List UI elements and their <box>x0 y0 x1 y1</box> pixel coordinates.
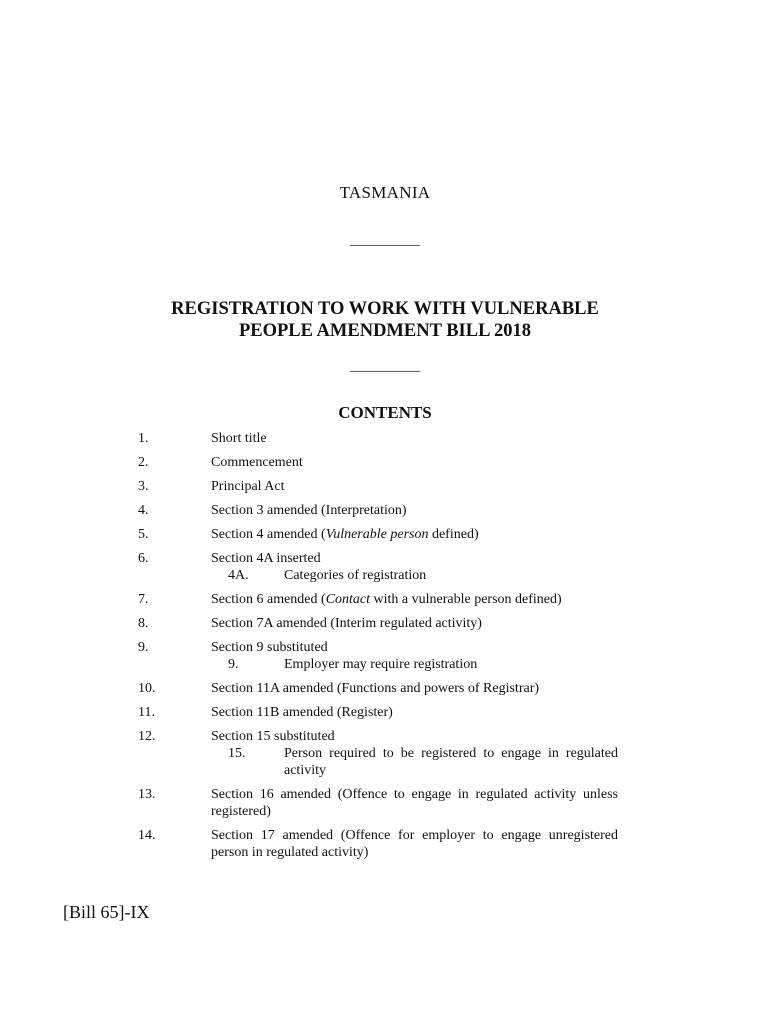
toc-item-number: 12. <box>138 729 156 744</box>
toc-item-title: Short title <box>211 431 267 446</box>
bill-reference: [Bill 65]-IX <box>63 902 150 922</box>
bill-title-line-2: PEOPLE AMENDMENT BILL 2018 <box>238 321 532 341</box>
toc-item-title <box>211 591 618 608</box>
separator-rule: __________ <box>350 359 420 374</box>
toc-item-title: Commencement <box>211 455 303 470</box>
toc-item-number: 5. <box>138 527 149 542</box>
toc-item <box>138 786 618 820</box>
toc-item-number: 8. <box>138 616 149 631</box>
toc-subitem-title: Employer may require registration <box>284 657 478 672</box>
toc-item-title: Section 11A amended (Functions and powers of Registrar) <box>211 681 540 696</box>
toc-item <box>138 704 618 721</box>
toc-subitem <box>211 745 618 779</box>
toc-item-title: Section 15 substituted <box>211 729 335 744</box>
separator-rule: __________ <box>350 233 420 248</box>
toc-item-number: 10. <box>138 681 156 696</box>
toc-item-title: Section 3 amended (Interpretation) <box>211 503 407 518</box>
contents-heading: CONTENTS <box>338 403 432 422</box>
toc-item-title <box>211 526 618 543</box>
toc-subitem-number: 15. <box>228 746 246 761</box>
toc-item-number: 13. <box>138 787 156 802</box>
toc-item-title: Section 11B amended (Register) <box>211 705 393 720</box>
toc-item-title-italic: Contact <box>325 592 371 607</box>
toc-item-number: 1. <box>138 431 149 446</box>
toc-item-number: 4. <box>138 503 149 518</box>
toc-item <box>138 680 618 697</box>
jurisdiction-heading: TASMANIA <box>339 183 431 202</box>
toc-subitem-title: Categories of registration <box>284 568 427 583</box>
toc-item-title-suffix: defined) <box>428 527 479 542</box>
toc-item <box>138 478 618 495</box>
toc-item <box>138 728 618 779</box>
table-of-contents <box>138 430 618 868</box>
toc-subitem-title: Person required to be registered to engage in regulated activity <box>284 746 618 778</box>
toc-subitem <box>211 656 618 673</box>
toc-item-number: 14. <box>138 828 156 843</box>
toc-item-number: 3. <box>138 479 149 494</box>
toc-item <box>138 591 618 608</box>
toc-item-title: Section 4A inserted <box>211 551 321 566</box>
toc-item <box>138 454 618 471</box>
toc-item <box>138 827 618 861</box>
toc-item-number: 6. <box>138 551 149 566</box>
toc-item-title: Section 9 substituted <box>211 640 328 655</box>
toc-item <box>138 615 618 632</box>
toc-item-number: 2. <box>138 455 149 470</box>
toc-item <box>138 502 618 519</box>
toc-item <box>138 526 618 543</box>
toc-item <box>138 639 618 673</box>
toc-item <box>138 430 618 447</box>
bill-title <box>0 298 770 342</box>
toc-item-number: 9. <box>138 640 149 655</box>
toc-item-title-suffix: with a vulnerable person defined) <box>370 592 562 607</box>
toc-subitem-number: 9. <box>228 657 239 672</box>
bill-title-line-1: REGISTRATION TO WORK WITH VULNERABLE <box>171 299 599 319</box>
toc-item-title-prefix: Section 4 amended ( <box>211 527 326 542</box>
toc-subitem <box>211 567 618 584</box>
toc-item-title-italic: Vulnerable person <box>325 527 429 542</box>
toc-subitem-number: 4A. <box>228 568 249 583</box>
toc-item-number: 11. <box>138 705 155 720</box>
toc-item-title: Section 17 amended (Offence for employer to engage unregistered person in regulated activity) <box>211 828 618 860</box>
toc-item <box>138 550 618 584</box>
toc-item-title: Section 7A amended (Interim regulated activity) <box>211 616 482 631</box>
toc-item-title-prefix: Section 6 amended ( <box>211 592 326 607</box>
toc-item-title: Section 16 amended (Offence to engage in regulated activity unless registered) <box>211 787 618 819</box>
toc-item-title: Principal Act <box>211 479 285 494</box>
toc-item-number: 7. <box>138 592 149 607</box>
